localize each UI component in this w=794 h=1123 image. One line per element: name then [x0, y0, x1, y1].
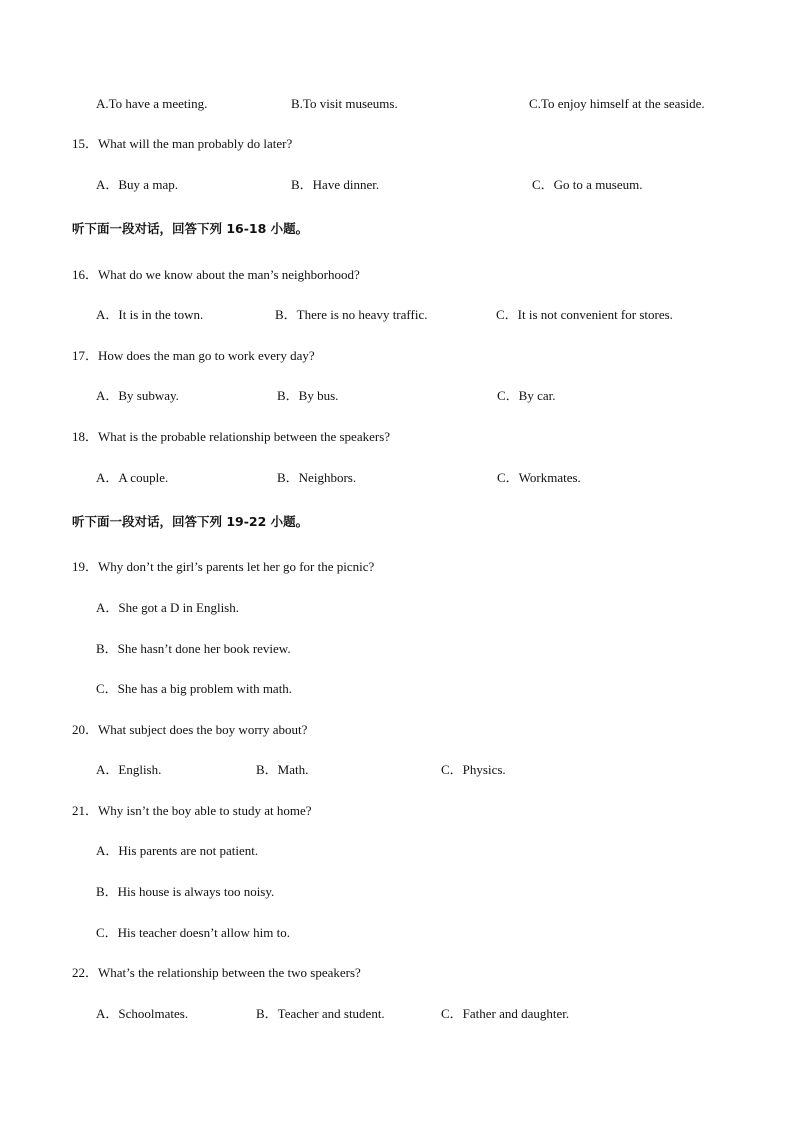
- q15-option-b: B．Have dinner.: [291, 177, 380, 192]
- q22-question: 22．What’s the relationship between the two speakers?: [72, 965, 361, 980]
- q18-question: 18．What is the probable relationship between the speakers?: [72, 429, 391, 444]
- q20-question: 20．What subject does the boy worry about?: [72, 722, 308, 737]
- q19-option-a: A．She got a D in English.: [96, 600, 239, 615]
- q19-option-c: C．She has a big problem with math.: [96, 681, 293, 696]
- q17-option-a: A．By subway.: [96, 388, 179, 403]
- q17-question: 17．How does the man go to work every day?: [72, 348, 315, 363]
- q15-option-a: A．Buy a map.: [96, 177, 178, 192]
- section-heading-19-22: 听下面一段对话，回答下列 19-22 小题。: [72, 514, 309, 529]
- q18-option-c: C．Workmates.: [497, 470, 581, 485]
- q15-option-c: C．Go to a museum.: [532, 177, 643, 192]
- q16-option-a: A．It is in the town.: [96, 307, 204, 322]
- q22-option-b: B．Teacher and student.: [256, 1006, 385, 1021]
- q19-option-b: B．She hasn’t done her book review.: [96, 641, 291, 656]
- q14-option-b: B.To visit museums.: [291, 96, 398, 111]
- section-heading-16-18: 听下面一段对话，回答下列 16-18 小题。: [72, 221, 309, 236]
- q20-option-a: A．English.: [96, 762, 162, 777]
- q21-option-b: B．His house is always too noisy.: [96, 884, 275, 899]
- q22-option-c: C．Father and daughter.: [441, 1006, 570, 1021]
- q16-option-c: C．It is not convenient for stores.: [496, 307, 673, 322]
- q22-option-a: A．Schoolmates.: [96, 1006, 189, 1021]
- q17-option-b: B．By bus.: [277, 388, 339, 403]
- q20-option-b: B．Math.: [256, 762, 309, 777]
- q16-option-b: B．There is no heavy traffic.: [275, 307, 428, 322]
- q18-option-a: A．A couple.: [96, 470, 169, 485]
- q16-question: 16．What do we know about the man’s neighborhood?: [72, 267, 360, 282]
- q14-option-a: A.To have a meeting.: [96, 96, 208, 111]
- q14-option-c: C.To enjoy himself at the seaside.: [529, 96, 705, 111]
- q19-question: 19．Why don’t the girl’s parents let her go for the picnic?: [72, 559, 375, 574]
- q18-option-b: B．Neighbors.: [277, 470, 357, 485]
- q20-option-c: C．Physics.: [441, 762, 506, 777]
- q21-option-a: A．His parents are not patient.: [96, 843, 259, 858]
- q17-option-c: C．By car.: [497, 388, 556, 403]
- q21-option-c: C．His teacher doesn’t allow him to.: [96, 925, 291, 940]
- q15-question: 15．What will the man probably do later?: [72, 136, 293, 151]
- q21-question: 21．Why isn’t the boy able to study at home?: [72, 803, 312, 818]
